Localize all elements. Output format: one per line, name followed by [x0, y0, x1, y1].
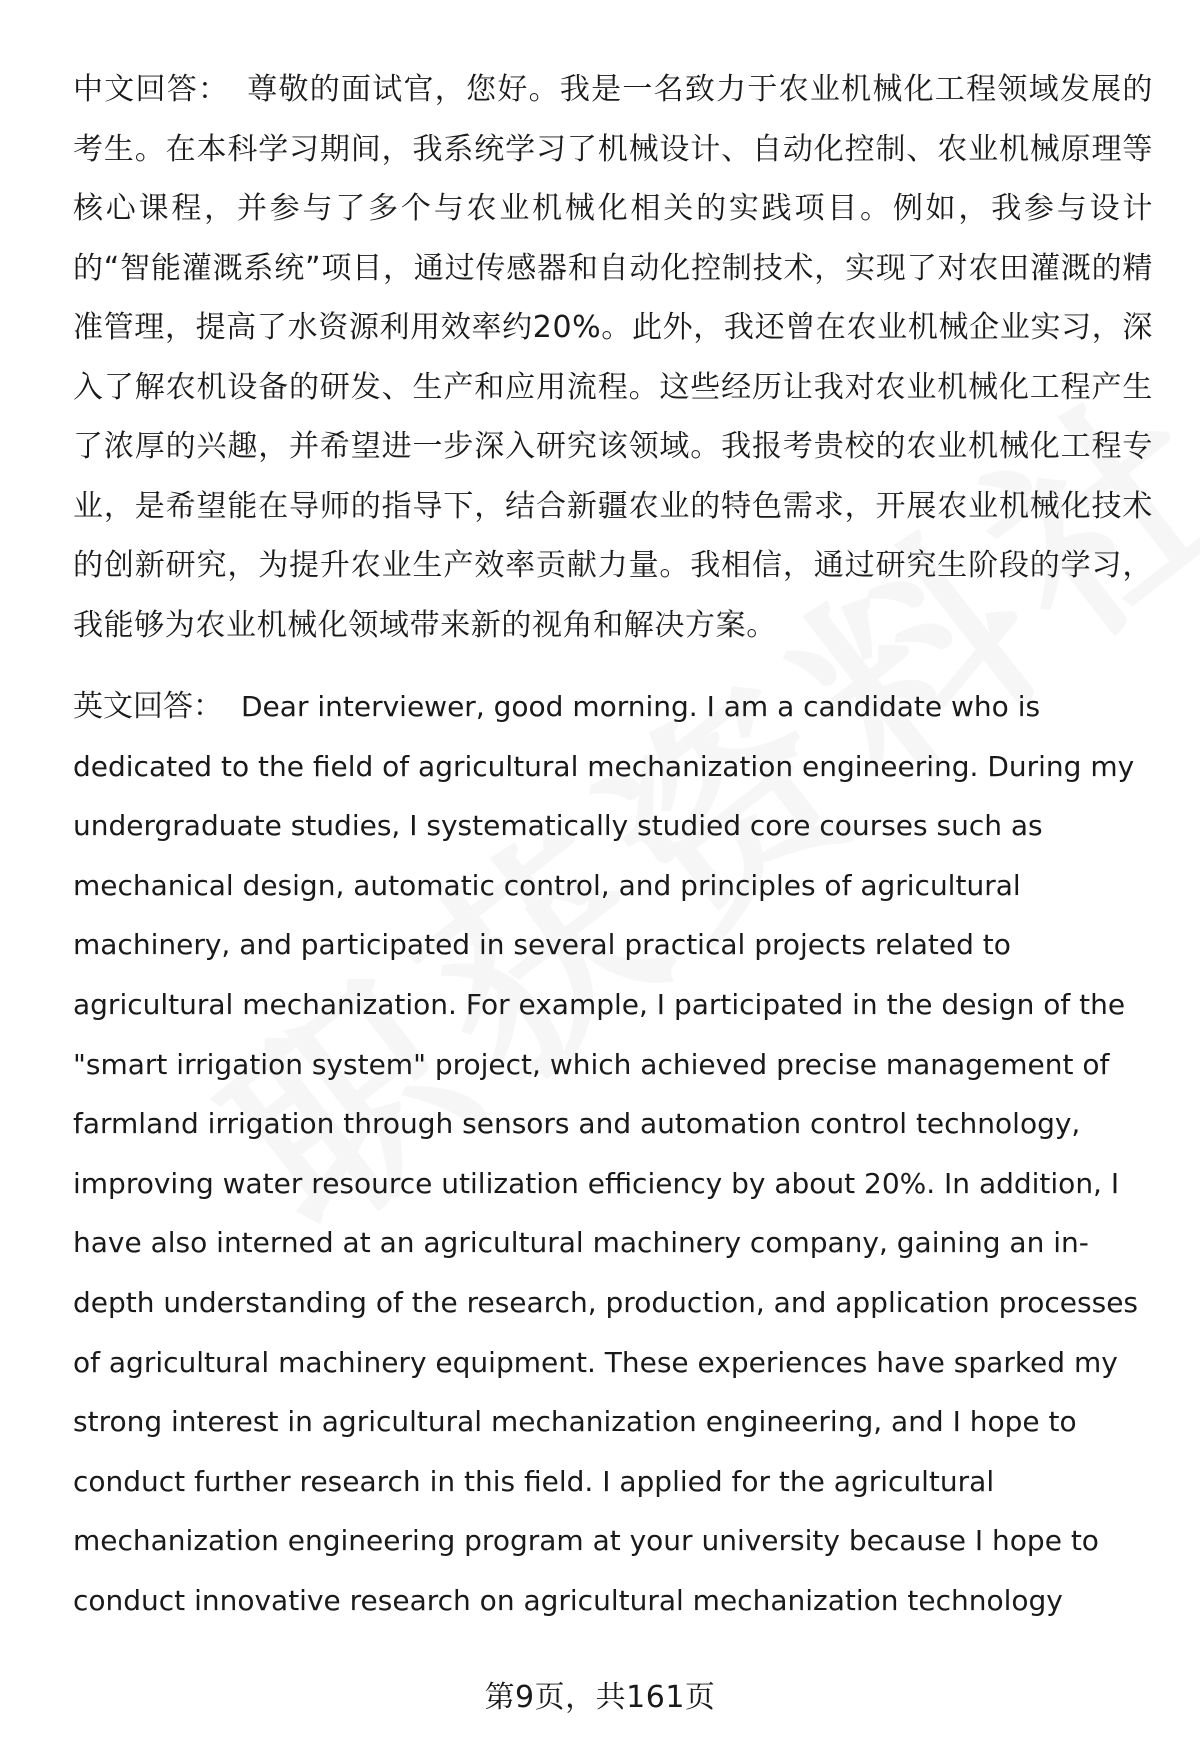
chinese-answer-paragraph: [73, 60, 1153, 655]
page-number-footer: 第9页，共161页: [484, 1680, 716, 1715]
chinese-answer-text: 尊敬的面试官，您好。我是一名致力于农业机械化工程领域发展的考生。在本科学习期间，我系统学习了机械设计、自动化控制、农业机械原理等核心课程，并参与了多个与农业机械化相关的实践项目。例如，我参与设计的“智能灌溉系统”项目，通过传感器和自动化控制技术，实现了对农田灌溉的精准管理，提高了水资源利用效率约20%。此外，我还曾在农业机械企业实习，深入了解农机设备的研发、生产和应用流程。这些经历让我对农业机械化工程产生了浓厚的兴趣，并希望进一步深入研究该领域。我报考贵校的农业机械化工程专业，是希望能在导师的指导下，结合新疆农业的特色需求，开展农业机械化技术的创新研究，为提升农业生产效率贡献力量。我相信，通过研究生阶段的学习，我能够为农业机械化领域带来新的视角和解决方案。: [73, 72, 1154, 643]
english-answer-text: Dear interviewer, good morning. I am a candidate who is dedicated to the field of agricultural mechanization engineering. During my undergraduate studies, I systematically studied core courses such as mechanical design, automatic control, and principles of agricultural machinery, and participated in several practical projects related to agricultural mechanization. For example, I participated in the design of the "smart irrigation system" project, which achieved precise management of farmland irrigation through sensors and automation control technology, improving water resource utilization efficiency by about 20%. In addition, I have also interned at an agricultural machinery company, gaining an in-depth understanding of the research, production, and application processes of agricultural machinery equipment. These experiences have sparked my strong interest in agricultural mechanization engineering, and I hope to conduct further research in this field. I applied for the agricultural mechanization engineering program at your university because I hope to conduct innovative research on agricultural mechanization technology: [73, 690, 1139, 1617]
english-answer-paragraph: [73, 677, 1153, 1631]
chinese-answer-label: 中文回答：: [73, 72, 230, 107]
english-answer-label: 英文回答：: [73, 689, 223, 724]
page-content: [73, 60, 1153, 1653]
